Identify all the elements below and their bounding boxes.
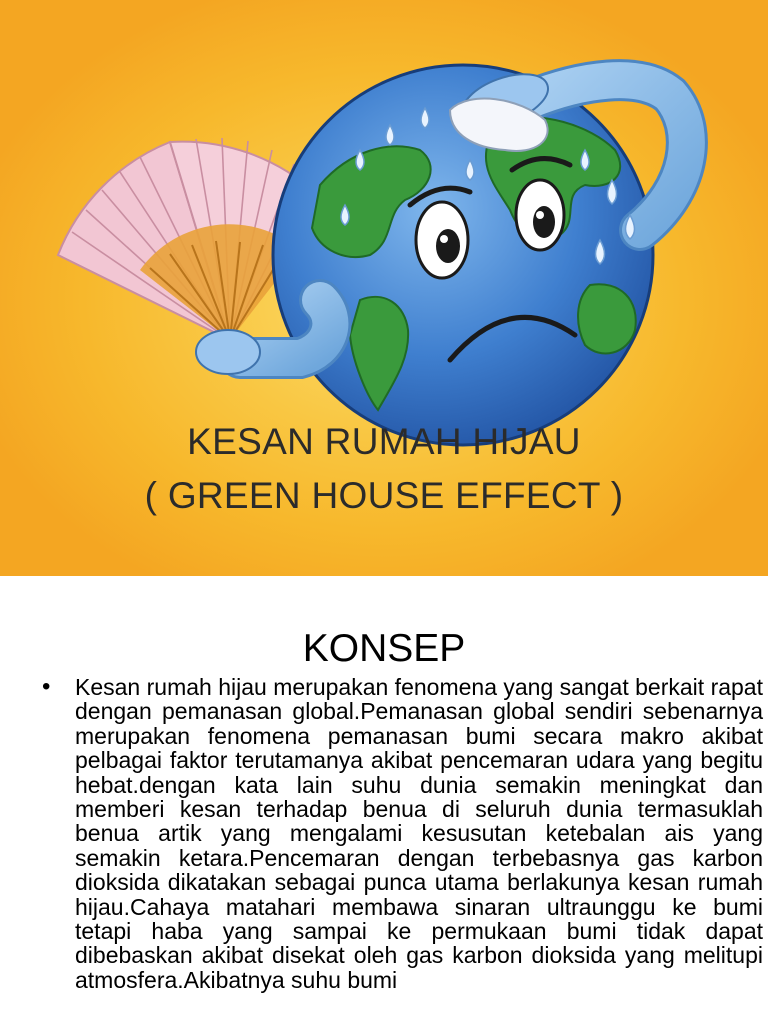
section-heading: KONSEP [302, 627, 466, 670]
title-line-malay: KESAN RUMAH HIJAU [187, 421, 581, 462]
bullet-paragraph: Kesan rumah hijau merupakan fenomena yang sangat berkait rapat dengan pemanasan global.Pemanasan global sendiri sebenarnya merupakan fenomena pemanasan bumi secara makro akibat pelbagai faktor terutamanya akibat pencemaran udara yang begitu hebat.dengan kata lain suhu dunia semakin meningkat dan memberi kesan terhadap benua di seluruh dunia termasuklah benua artik yang mengalami kesusutan ketebalan ais yang semakin ketara.Pencemaran dengan terbebasnya gas karbon dioksida dikatakan sebagai punca utama berlakunya kesan rumah hijau.Cahaya matahari membawa sinaran ultraunggu ke bumi tetapi haba yang sampai ke permukaan bumi tidak dapat dibebaskan akibat disekat oleh gas karbon dioksida yang melitupi atmosfera.Akibatnya suhu bumi [75, 674, 763, 993]
title-line-english: ( GREEN HOUSE EFFECT ) [144, 475, 624, 516]
slide-title [0, 415, 768, 523]
concept-slide [0, 576, 768, 1024]
bullet-dot-icon: • [42, 673, 51, 700]
